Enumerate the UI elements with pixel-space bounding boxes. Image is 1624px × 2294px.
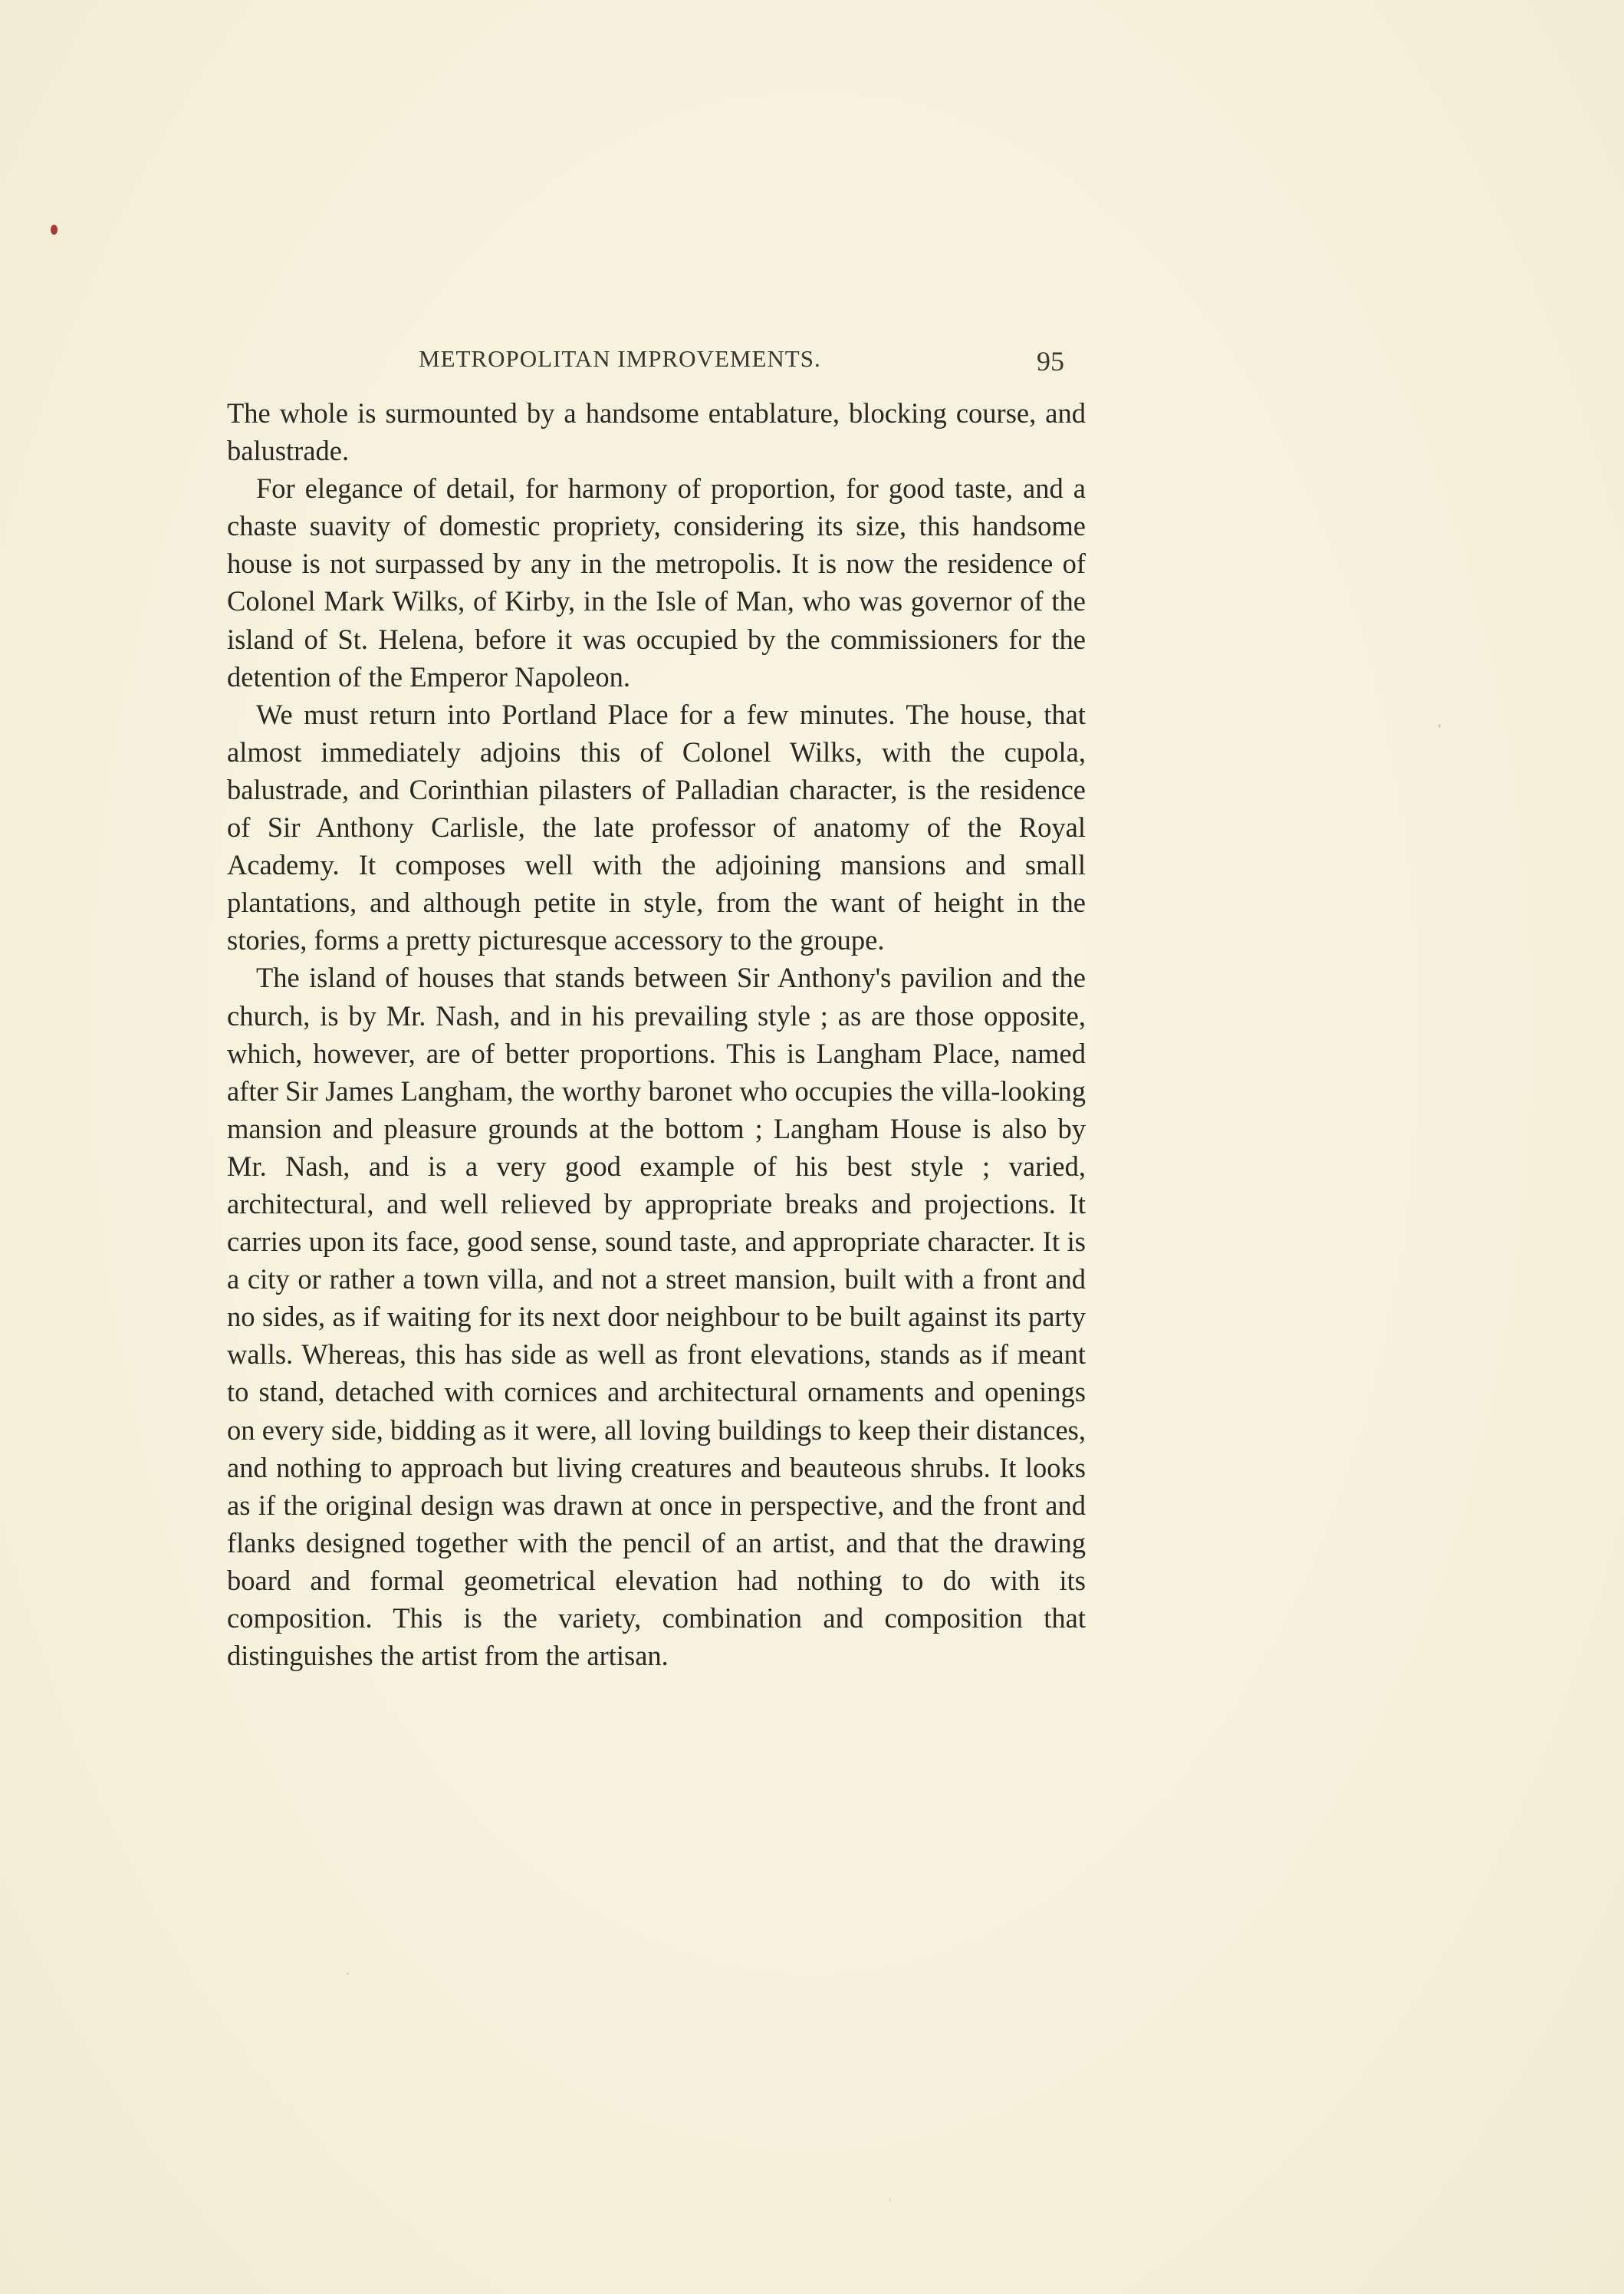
paper-speck <box>1438 724 1441 728</box>
paragraph: For elegance of detail, for harmony of proportion, for good taste, and a chaste suavity of domestic propriety, considering its size, this handsome house is not surpassed by any in the metropolis. It is now the residence of Colonel Mark Wilks, of Kirby, in the Isle of Man, who was governor of the island of St. Helena, before it was occupied by the commissioners for the detention of the Emperor Napoleon. <box>227 472 1086 693</box>
paper-speck <box>347 1973 349 1975</box>
body-text <box>227 394 1086 1674</box>
page-number: 95 <box>1037 346 1064 377</box>
paragraph: The whole is surmounted by a handsome entablature, blocking course, and balustrade. <box>227 397 1086 467</box>
page-header <box>227 341 1086 387</box>
paragraph: The island of houses that stands between Sir Anthony's pavilion and the church, is by Mr. Nash, and in his prevailing style ; as are those opposite, which, however, are of better proportions. This is Langham Place, named after Sir James Langham, the worthy baronet who occupies the villa-looking mansion and pleasure grounds at the bottom ; Langham House is also by Mr. Nash, and is a very good example of his best style ; varied, architectural, and well relieved by appropriate breaks and projections. It carries upon its face, good sense, sound taste, and appropriate character. It is a city or rather a town villa, and not a street mansion, built with a front and no sides, as if waiting for its next door neighbour to be built against its party walls. Whereas, this has side as well as front elevations, stands as if meant to stand, detached with cornices and architectural ornaments and openings on every side, bidding as it were, all loving buildings to keep their distances, and nothing to approach but living creatures and beauteous shrubs. It looks as if the original design was drawn at once in perspective, and the front and flanks designed together with the pencil of an artist, and that the drawing board and formal geometrical elevation had nothing to do with its composition. This is the variety, combination and composition that distinguishes the artist from the artisan. <box>227 962 1086 1672</box>
paragraph: We must return into Portland Place for a few minutes. The house, that almost immediately adjoins this of Colonel Wilks, with the cupola, balustrade, and Corinthian pilasters of Palladian character, is the residence of Sir Anthony Carlisle, the late professor of anatomy of the Royal Academy. It composes well with the adjoining mansions and small plantations, and although petite in style, from the want of height in the stories, forms a pretty picturesque accessory to the groupe. <box>227 698 1086 956</box>
paper-speck <box>889 2197 891 2202</box>
running-title: METROPOLITAN IMPROVEMENTS. <box>419 345 821 372</box>
ink-spot <box>51 225 58 235</box>
